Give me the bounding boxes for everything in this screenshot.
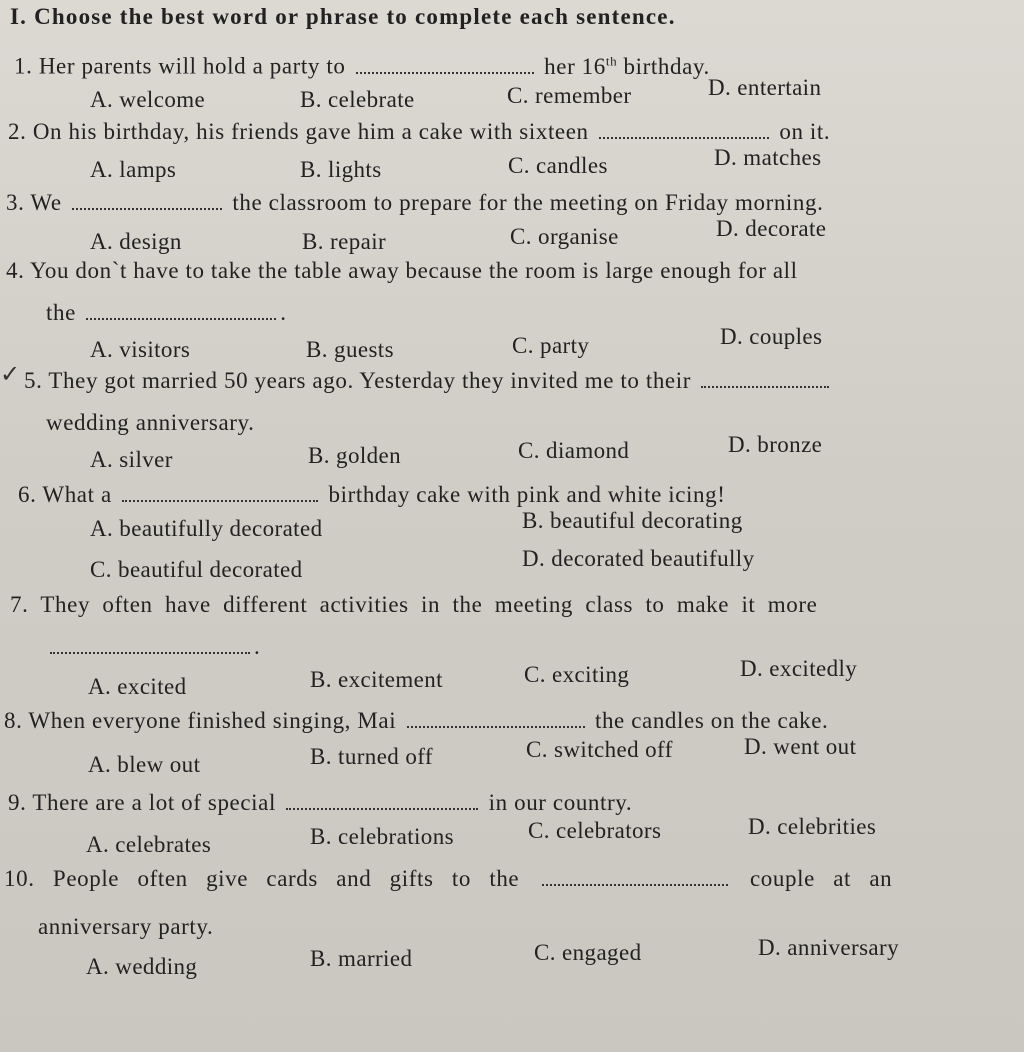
- option-c[interactable]: C. beautiful decorated: [90, 557, 303, 582]
- answer-blank[interactable]: [72, 200, 222, 210]
- option-b[interactable]: B. beautiful decorating: [522, 508, 743, 533]
- option-d[interactable]: D. excitedly: [740, 656, 858, 681]
- option-c[interactable]: C. party: [512, 333, 590, 358]
- question-9: [8, 790, 632, 816]
- question-text-after: couple at an: [749, 866, 893, 891]
- option-a[interactable]: A. wedding: [86, 954, 198, 979]
- answer-blank[interactable]: [701, 378, 829, 388]
- option-b[interactable]: B. excitement: [310, 667, 443, 692]
- option-c[interactable]: C. candles: [508, 153, 608, 178]
- option-d[interactable]: D. couples: [720, 324, 823, 349]
- answer-blank[interactable]: [50, 644, 250, 654]
- option-a[interactable]: A. blew out: [88, 752, 201, 777]
- question-text-after: in our country.: [488, 790, 633, 815]
- question-number: 6.: [18, 482, 37, 507]
- question-number: 5.: [24, 368, 43, 393]
- option-c[interactable]: C. organise: [510, 224, 619, 249]
- answer-blank[interactable]: [599, 129, 769, 139]
- question-10: [4, 866, 892, 892]
- question-5-line-2: wedding anniversary.: [46, 410, 255, 435]
- option-c[interactable]: C. engaged: [534, 940, 642, 965]
- option-b[interactable]: B. golden: [308, 443, 402, 468]
- question-text: Her parents will hold a party to: [38, 53, 346, 79]
- question-5: [24, 368, 833, 394]
- section-instruction: Choose the best word or phrase to complete each sentence.: [34, 4, 676, 29]
- option-a[interactable]: A. design: [90, 229, 182, 254]
- option-d[interactable]: D. entertain: [708, 75, 822, 100]
- answer-blank[interactable]: [122, 492, 318, 502]
- option-b[interactable]: B. celebrations: [310, 824, 454, 849]
- option-c[interactable]: C. switched off: [526, 737, 673, 762]
- question-text: What a: [42, 482, 112, 507]
- answer-blank[interactable]: [407, 718, 585, 728]
- option-b[interactable]: B. guests: [306, 337, 394, 362]
- option-d[interactable]: D. went out: [744, 734, 857, 759]
- question-text: There are a lot of special: [32, 790, 276, 815]
- section-number: I.: [10, 4, 28, 29]
- question-7-line-2: .: [46, 634, 260, 660]
- option-d[interactable]: D. celebrities: [748, 814, 877, 839]
- answer-blank[interactable]: [86, 310, 276, 320]
- question-10-line-2: anniversary party.: [38, 914, 214, 939]
- option-a[interactable]: A. beautifully decorated: [90, 516, 323, 541]
- question-text: the: [46, 300, 76, 325]
- option-d[interactable]: D. bronze: [728, 432, 823, 457]
- question-number: 4.: [6, 258, 25, 283]
- question-text: You don`t have to take the table away because the room is large enough for all: [29, 258, 798, 283]
- question-text-after: her 16th birthday.: [544, 53, 710, 79]
- option-d[interactable]: D. decorated beautifully: [522, 546, 755, 571]
- answer-blank[interactable]: [356, 64, 534, 74]
- option-a[interactable]: A. visitors: [90, 337, 191, 362]
- question-6: [18, 482, 726, 508]
- question-2: [8, 119, 830, 145]
- option-b[interactable]: B. turned off: [310, 744, 433, 769]
- answer-blank[interactable]: [542, 876, 728, 886]
- option-d[interactable]: D. decorate: [716, 216, 827, 241]
- question-number: 7.: [10, 592, 29, 617]
- handwritten-check-mark: ✓: [0, 362, 21, 388]
- question-3: [6, 190, 823, 216]
- question-7: [10, 592, 817, 618]
- question-text: When everyone finished singing, Mai: [28, 708, 397, 733]
- option-b[interactable]: B. lights: [300, 157, 382, 182]
- question-4-line-2: the .: [46, 300, 287, 325]
- question-text-after: on it.: [779, 119, 831, 144]
- option-a[interactable]: A. lamps: [90, 157, 177, 182]
- question-text-after: the classroom to prepare for the meeting on Friday morning.: [232, 190, 824, 215]
- question-4: [6, 258, 798, 284]
- question-text: We: [30, 190, 62, 215]
- question-text-after: the candles on the cake.: [594, 708, 829, 733]
- option-a[interactable]: A. excited: [88, 674, 187, 699]
- option-a[interactable]: A. celebrates: [86, 832, 212, 857]
- answer-blank[interactable]: [286, 800, 478, 810]
- option-b[interactable]: B. celebrate: [300, 87, 415, 112]
- question-number: 3.: [6, 190, 25, 215]
- question-text-after: birthday cake with pink and white icing!: [328, 482, 726, 507]
- question-text: People often give cards and gifts to the: [52, 866, 520, 891]
- option-a[interactable]: A. silver: [90, 447, 173, 472]
- option-c[interactable]: C. celebrators: [528, 818, 662, 843]
- question-number: 10.: [4, 866, 35, 891]
- option-c[interactable]: C. exciting: [524, 662, 630, 687]
- question-number: 9.: [8, 790, 27, 815]
- question-text: On his birthday, his friends gave him a cake with sixteen: [32, 119, 589, 144]
- section-heading: [10, 4, 676, 30]
- option-c[interactable]: C. remember: [507, 83, 632, 108]
- question-number: 1.: [14, 53, 33, 79]
- question-text: They often have different activities in the meeting class to make it more: [40, 592, 818, 617]
- question-text: They got married 50 years ago. Yesterday they invited me to their: [48, 368, 691, 393]
- question-8: [4, 708, 828, 734]
- option-c[interactable]: C. diamond: [518, 438, 630, 463]
- option-d[interactable]: D. matches: [714, 145, 822, 170]
- option-b[interactable]: B. repair: [302, 229, 387, 254]
- question-number: 2.: [8, 119, 27, 144]
- question-1: [14, 53, 710, 80]
- question-number: 8.: [4, 708, 23, 733]
- option-a[interactable]: A. welcome: [90, 87, 206, 112]
- option-d[interactable]: D. anniversary: [758, 935, 899, 960]
- option-b[interactable]: B. married: [310, 946, 413, 971]
